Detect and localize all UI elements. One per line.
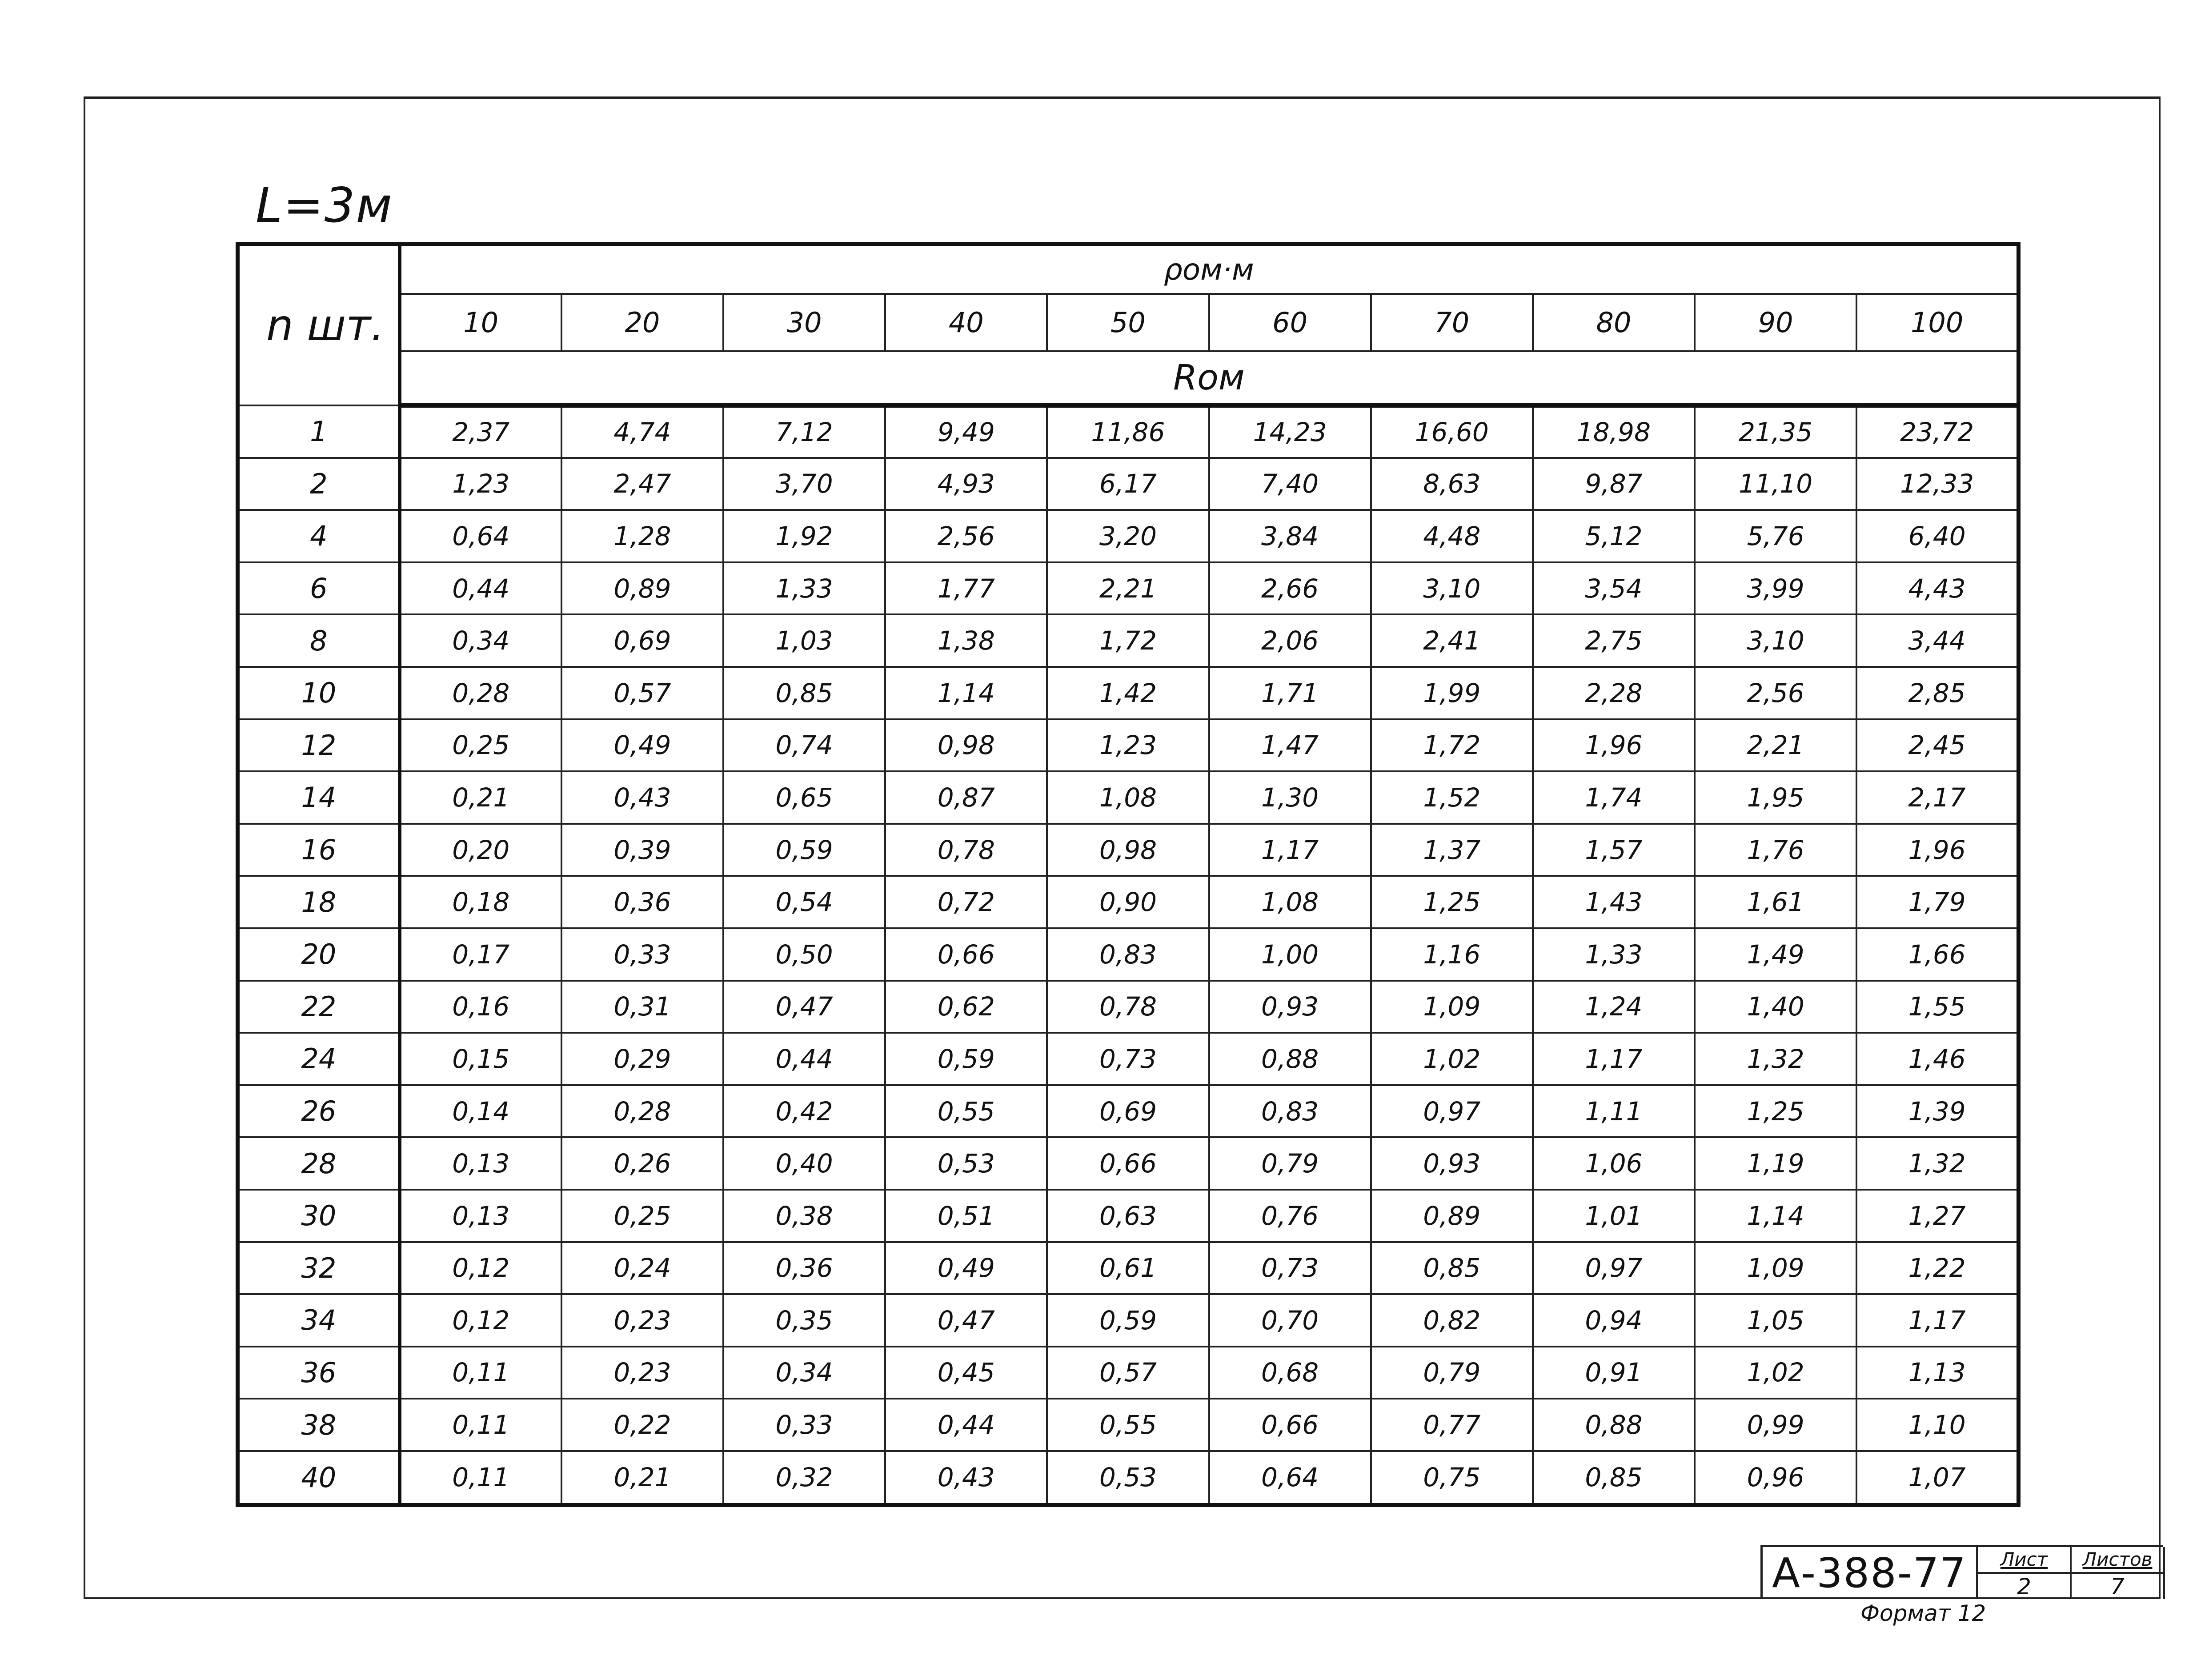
resistance-cell: 0,21: [400, 771, 561, 824]
table-row: [238, 1399, 2019, 1451]
resistance-cell: 1,17: [1209, 824, 1371, 876]
resistance-cell: 1,96: [1856, 824, 2018, 876]
resistance-cell: 1,77: [885, 562, 1047, 615]
n-cell: 24: [238, 1033, 400, 1085]
resistance-cell: 0,38: [723, 1190, 885, 1242]
resistance-cell: 0,69: [561, 614, 723, 667]
resistance-cell: 1,09: [1695, 1242, 1856, 1295]
rho-value-header: 20: [561, 294, 723, 351]
resistance-cell: 0,28: [400, 667, 561, 719]
n-cell: 20: [238, 928, 400, 981]
resistance-cell: 0,98: [885, 719, 1047, 772]
resistance-cell: 4,48: [1371, 510, 1533, 562]
resistance-cell: 0,93: [1371, 1137, 1533, 1190]
table-row: [238, 1451, 2019, 1505]
resistance-cell: 21,35: [1695, 405, 1856, 458]
resistance-cell: 0,59: [723, 824, 885, 876]
resistance-cell: 1,96: [1533, 719, 1695, 772]
n-cell: 14: [238, 771, 400, 824]
resistance-cell: 1,33: [1533, 928, 1695, 981]
resistance-cell: 0,65: [723, 771, 885, 824]
resistance-cell: 0,66: [1047, 1137, 1209, 1190]
n-cell: 22: [238, 981, 400, 1033]
n-cell: 12: [238, 719, 400, 772]
resistance-cell: 0,49: [885, 1242, 1047, 1295]
resistance-cell: 0,69: [1047, 1085, 1209, 1138]
resistance-cell: 23,72: [1856, 405, 2018, 458]
resistance-cell: 0,97: [1371, 1085, 1533, 1138]
resistance-cell: 1,72: [1371, 719, 1533, 772]
table-row: [238, 771, 2019, 824]
resistance-cell: 7,12: [723, 405, 885, 458]
table-row: [238, 928, 2019, 981]
resistance-cell: 0,22: [561, 1399, 723, 1451]
resistance-cell: 1,30: [1209, 771, 1371, 824]
table-row: [238, 667, 2019, 719]
resistance-cell: 0,85: [1371, 1242, 1533, 1295]
resistance-cell: 0,32: [723, 1451, 885, 1505]
resistance-cell: 0,12: [400, 1242, 561, 1295]
resistance-cell: 1,19: [1695, 1137, 1856, 1190]
resistance-cell: 0,74: [723, 719, 885, 772]
resistance-cell: 0,25: [400, 719, 561, 772]
resistance-cell: 2,56: [1695, 667, 1856, 719]
resistance-cell: 1,39: [1856, 1085, 2018, 1138]
resistance-cell: 2,66: [1209, 562, 1371, 615]
resistance-cell: 0,44: [400, 562, 561, 615]
resistance-cell: 0,36: [561, 876, 723, 928]
sheet-cell: [1978, 1547, 2072, 1599]
resistance-cell: 0,94: [1533, 1294, 1695, 1347]
resistance-cell: 0,15: [400, 1033, 561, 1085]
resistance-cell: 0,57: [1047, 1347, 1209, 1399]
resistance-cell: 0,24: [561, 1242, 723, 1295]
n-header: n шт.: [238, 245, 400, 406]
resistance-cell: 1,25: [1371, 876, 1533, 928]
resistance-cell: 0,13: [400, 1190, 561, 1242]
resistance-cell: 3,10: [1695, 614, 1856, 667]
resistance-cell: 1,08: [1047, 771, 1209, 824]
n-cell: 4: [238, 510, 400, 562]
resistance-cell: 7,40: [1209, 458, 1371, 510]
resistance-cell: 0,55: [1047, 1399, 1209, 1451]
resistance-cell: 0,23: [561, 1294, 723, 1347]
resistance-cell: 0,98: [1047, 824, 1209, 876]
resistance-cell: 1,01: [1533, 1190, 1695, 1242]
resistance-cell: 2,85: [1856, 667, 2018, 719]
table-row: [238, 1294, 2019, 1347]
n-cell: 30: [238, 1190, 400, 1242]
resistance-cell: 1,32: [1856, 1137, 2018, 1190]
resistance-cell: 0,91: [1533, 1347, 1695, 1399]
resistance-cell: 0,42: [723, 1085, 885, 1138]
rho-value-header: 10: [400, 294, 561, 351]
resistance-cell: 0,64: [1209, 1451, 1371, 1505]
resistance-cell: 0,36: [723, 1242, 885, 1295]
length-label: L=3м: [256, 178, 393, 233]
resistance-cell: 0,88: [1533, 1399, 1695, 1451]
resistance-cell: 2,06: [1209, 614, 1371, 667]
resistance-cell: 0,45: [885, 1347, 1047, 1399]
n-cell: 26: [238, 1085, 400, 1138]
resistance-cell: 1,06: [1533, 1137, 1695, 1190]
resistance-cell: 1,33: [723, 562, 885, 615]
resistance-cell: 0,29: [561, 1033, 723, 1085]
resistance-cell: 1,99: [1371, 667, 1533, 719]
n-cell: 28: [238, 1137, 400, 1190]
resistance-cell: 1,14: [885, 667, 1047, 719]
resistance-cell: 0,39: [561, 824, 723, 876]
resistance-cell: 0,33: [561, 928, 723, 981]
resistance-cell: 0,66: [885, 928, 1047, 981]
resistance-cell: 0,73: [1047, 1033, 1209, 1085]
resistance-cell: 6,17: [1047, 458, 1209, 510]
resistance-cell: 2,17: [1856, 771, 2018, 824]
table-row: [238, 1085, 2019, 1138]
resistance-cell: 0,44: [885, 1399, 1047, 1451]
resistance-cell: 0,31: [561, 981, 723, 1033]
sheet-value: 2: [2017, 1574, 2031, 1600]
resistance-cell: 0,20: [400, 824, 561, 876]
rho-value-header: 100: [1856, 294, 2018, 351]
resistance-cell: 2,75: [1533, 614, 1695, 667]
resistance-cell: 0,44: [723, 1033, 885, 1085]
resistance-cell: 1,23: [400, 458, 561, 510]
resistance-cell: 0,93: [1209, 981, 1371, 1033]
resistance-table-wrap: [236, 242, 2021, 1507]
resistance-cell: 5,12: [1533, 510, 1695, 562]
resistance-cell: 3,20: [1047, 510, 1209, 562]
resistance-cell: 0,21: [561, 1451, 723, 1505]
resistance-cell: 3,99: [1695, 562, 1856, 615]
resistance-cell: 0,57: [561, 667, 723, 719]
resistance-cell: 1,09: [1371, 981, 1533, 1033]
resistance-cell: 0,47: [723, 981, 885, 1033]
resistance-cell: 0,68: [1209, 1347, 1371, 1399]
rho-value-header: 50: [1047, 294, 1209, 351]
resistance-cell: 2,28: [1533, 667, 1695, 719]
resistance-cell: 0,18: [400, 876, 561, 928]
resistance-cell: 1,28: [561, 510, 723, 562]
resistance-cell: 0,33: [723, 1399, 885, 1451]
resistance-cell: 0,77: [1371, 1399, 1533, 1451]
resistance-cell: 0,75: [1371, 1451, 1533, 1505]
resistance-cell: 1,38: [885, 614, 1047, 667]
resistance-cell: 1,61: [1695, 876, 1856, 928]
resistance-cell: 0,59: [885, 1033, 1047, 1085]
resistance-cell: 1,55: [1856, 981, 2018, 1033]
rho-value-header: 80: [1533, 294, 1695, 351]
resistance-cell: 0,34: [723, 1347, 885, 1399]
resistance-cell: 1,49: [1695, 928, 1856, 981]
resistance-cell: 1,40: [1695, 981, 1856, 1033]
resistance-cell: 0,97: [1533, 1242, 1695, 1295]
n-cell: 34: [238, 1294, 400, 1347]
resistance-cell: 1,13: [1856, 1347, 2018, 1399]
resistance-cell: 18,98: [1533, 405, 1695, 458]
resistance-cell: 11,10: [1695, 458, 1856, 510]
resistance-cell: 0,34: [400, 614, 561, 667]
resistance-cell: 0,12: [400, 1294, 561, 1347]
resistance-cell: 1,17: [1533, 1033, 1695, 1085]
resistance-cell: 14,23: [1209, 405, 1371, 458]
resistance-cell: 1,17: [1856, 1294, 2018, 1347]
resistance-cell: 2,47: [561, 458, 723, 510]
table-row: [238, 876, 2019, 928]
resistance-cell: 0,59: [1047, 1294, 1209, 1347]
resistance-cell: 0,66: [1209, 1399, 1371, 1451]
sheet-label: Лист: [1978, 1547, 2070, 1574]
resistance-cell: 2,21: [1695, 719, 1856, 772]
resistance-cell: 0,40: [723, 1137, 885, 1190]
resistance-cell: 1,76: [1695, 824, 1856, 876]
table-row: [238, 981, 2019, 1033]
table-row: [238, 614, 2019, 667]
table-row: [238, 1242, 2019, 1295]
format-note: Формат 12: [1860, 1600, 1986, 1626]
table-row: [238, 405, 2019, 458]
resistance-cell: 0,96: [1695, 1451, 1856, 1505]
n-cell: 40: [238, 1451, 400, 1505]
resistance-cell: 1,05: [1695, 1294, 1856, 1347]
resistance-cell: 0,63: [1047, 1190, 1209, 1242]
resistance-cell: 1,14: [1695, 1190, 1856, 1242]
sheets-value: 7: [2110, 1574, 2125, 1600]
resistance-cell: 0,43: [561, 771, 723, 824]
resistance-cell: 1,27: [1856, 1190, 2018, 1242]
resistance-cell: 3,84: [1209, 510, 1371, 562]
table-row: [238, 510, 2019, 562]
rho-value-header: 90: [1695, 294, 1856, 351]
resistance-cell: 1,74: [1533, 771, 1695, 824]
resistance-cell: 0,53: [885, 1137, 1047, 1190]
resistance-cell: 0,99: [1695, 1399, 1856, 1451]
n-cell: 1: [238, 405, 400, 458]
resistance-cell: 1,11: [1533, 1085, 1695, 1138]
resistance-cell: 0,70: [1209, 1294, 1371, 1347]
resistance-cell: 0,82: [1371, 1294, 1533, 1347]
resistance-cell: 0,62: [885, 981, 1047, 1033]
table-body: [238, 405, 2019, 1505]
resistance-cell: 1,25: [1695, 1085, 1856, 1138]
document-code: А-388-77: [1763, 1547, 1978, 1599]
table-row: [238, 1033, 2019, 1085]
resistance-cell: 1,46: [1856, 1033, 2018, 1085]
resistance-cell: 0,35: [723, 1294, 885, 1347]
resistance-cell: 1,03: [723, 614, 885, 667]
resistance-cell: 1,16: [1371, 928, 1533, 981]
resistance-cell: 0,50: [723, 928, 885, 981]
resistance-cell: 1,00: [1209, 928, 1371, 981]
resistance-cell: 0,78: [885, 824, 1047, 876]
resistance-cell: 0,23: [561, 1347, 723, 1399]
n-cell: 16: [238, 824, 400, 876]
resistance-cell: 0,26: [561, 1137, 723, 1190]
resistance-cell: 0,54: [723, 876, 885, 928]
resistance-cell: 0,76: [1209, 1190, 1371, 1242]
resistance-cell: 1,37: [1371, 824, 1533, 876]
n-cell: 8: [238, 614, 400, 667]
resistance-cell: 4,74: [561, 405, 723, 458]
resistance-cell: 0,51: [885, 1190, 1047, 1242]
resistance-cell: 0,47: [885, 1294, 1047, 1347]
resistance-cell: 5,76: [1695, 510, 1856, 562]
resistance-cell: 0,73: [1209, 1242, 1371, 1295]
n-cell: 2: [238, 458, 400, 510]
resistance-cell: 0,11: [400, 1451, 561, 1505]
table-row: [238, 719, 2019, 772]
resistance-cell: 0,87: [885, 771, 1047, 824]
sheets-label: Листов: [2072, 1547, 2163, 1574]
resistance-cell: 0,11: [400, 1399, 561, 1451]
resistance-cell: 0,85: [723, 667, 885, 719]
n-cell: 38: [238, 1399, 400, 1451]
table-row: [238, 458, 2019, 510]
table-row: [238, 1190, 2019, 1242]
rho-value-header: 70: [1371, 294, 1533, 351]
resistance-cell: 6,40: [1856, 510, 2018, 562]
resistance-cell: 0,85: [1533, 1451, 1695, 1505]
title-stamp: [1760, 1545, 2163, 1599]
resistance-cell: 1,02: [1371, 1033, 1533, 1085]
r-header: Rом: [400, 351, 2019, 405]
sheets-cell: [2072, 1547, 2165, 1599]
resistance-cell: 1,43: [1533, 876, 1695, 928]
resistance-cell: 1,92: [723, 510, 885, 562]
resistance-cell: 4,43: [1856, 562, 2018, 615]
resistance-cell: 2,56: [885, 510, 1047, 562]
resistance-cell: 1,52: [1371, 771, 1533, 824]
resistance-cell: 2,21: [1047, 562, 1209, 615]
resistance-cell: 0,72: [885, 876, 1047, 928]
resistance-cell: 1,71: [1209, 667, 1371, 719]
resistance-cell: 1,02: [1695, 1347, 1856, 1399]
resistance-cell: 4,93: [885, 458, 1047, 510]
resistance-cell: 1,32: [1695, 1033, 1856, 1085]
resistance-cell: 0,88: [1209, 1033, 1371, 1085]
resistance-cell: 9,87: [1533, 458, 1695, 510]
resistance-cell: 0,11: [400, 1347, 561, 1399]
resistance-cell: 3,10: [1371, 562, 1533, 615]
resistance-cell: 0,55: [885, 1085, 1047, 1138]
resistance-cell: 1,22: [1856, 1242, 2018, 1295]
resistance-cell: 0,83: [1047, 928, 1209, 981]
resistance-cell: 0,64: [400, 510, 561, 562]
resistance-cell: 9,49: [885, 405, 1047, 458]
resistance-cell: 0,78: [1047, 981, 1209, 1033]
resistance-cell: 1,57: [1533, 824, 1695, 876]
resistance-cell: 1,79: [1856, 876, 2018, 928]
resistance-cell: 16,60: [1371, 405, 1533, 458]
rho-value-header: 30: [723, 294, 885, 351]
resistance-cell: 1,66: [1856, 928, 2018, 981]
resistance-cell: 0,83: [1209, 1085, 1371, 1138]
resistance-cell: 0,89: [1371, 1190, 1533, 1242]
table-row: [238, 824, 2019, 876]
resistance-cell: 1,08: [1209, 876, 1371, 928]
table-row: [238, 1137, 2019, 1190]
resistance-cell: 2,45: [1856, 719, 2018, 772]
resistance-cell: 0,14: [400, 1085, 561, 1138]
table-row: [238, 1347, 2019, 1399]
resistance-cell: 1,47: [1209, 719, 1371, 772]
resistance-cell: 3,44: [1856, 614, 2018, 667]
n-cell: 6: [238, 562, 400, 615]
resistance-cell: 0,25: [561, 1190, 723, 1242]
n-cell: 18: [238, 876, 400, 928]
resistance-cell: 1,42: [1047, 667, 1209, 719]
resistance-cell: 1,07: [1856, 1451, 2018, 1505]
resistance-cell: 0,43: [885, 1451, 1047, 1505]
resistance-cell: 1,24: [1533, 981, 1695, 1033]
resistance-cell: 3,54: [1533, 562, 1695, 615]
resistance-cell: 1,23: [1047, 719, 1209, 772]
rho-value-header: 40: [885, 294, 1047, 351]
n-cell: 10: [238, 667, 400, 719]
resistance-cell: 8,63: [1371, 458, 1533, 510]
rho-header: ρом·м: [400, 245, 2019, 294]
resistance-cell: 0,79: [1371, 1347, 1533, 1399]
resistance-cell: 3,70: [723, 458, 885, 510]
resistance-cell: 0,61: [1047, 1242, 1209, 1295]
resistance-cell: 2,41: [1371, 614, 1533, 667]
resistance-cell: 0,53: [1047, 1451, 1209, 1505]
resistance-cell: 0,49: [561, 719, 723, 772]
resistance-cell: 0,90: [1047, 876, 1209, 928]
resistance-cell: 0,17: [400, 928, 561, 981]
rho-values-row: [238, 294, 2019, 351]
rho-value-header: 60: [1209, 294, 1371, 351]
resistance-cell: 0,28: [561, 1085, 723, 1138]
resistance-cell: 0,89: [561, 562, 723, 615]
resistance-cell: 2,37: [400, 405, 561, 458]
resistance-cell: 1,95: [1695, 771, 1856, 824]
resistance-cell: 12,33: [1856, 458, 2018, 510]
table-row: [238, 562, 2019, 615]
resistance-table: [236, 242, 2021, 1507]
resistance-cell: 1,72: [1047, 614, 1209, 667]
n-cell: 36: [238, 1347, 400, 1399]
resistance-cell: 0,16: [400, 981, 561, 1033]
resistance-cell: 0,13: [400, 1137, 561, 1190]
resistance-cell: 0,79: [1209, 1137, 1371, 1190]
resistance-cell: 1,10: [1856, 1399, 2018, 1451]
n-cell: 32: [238, 1242, 400, 1295]
resistance-cell: 11,86: [1047, 405, 1209, 458]
